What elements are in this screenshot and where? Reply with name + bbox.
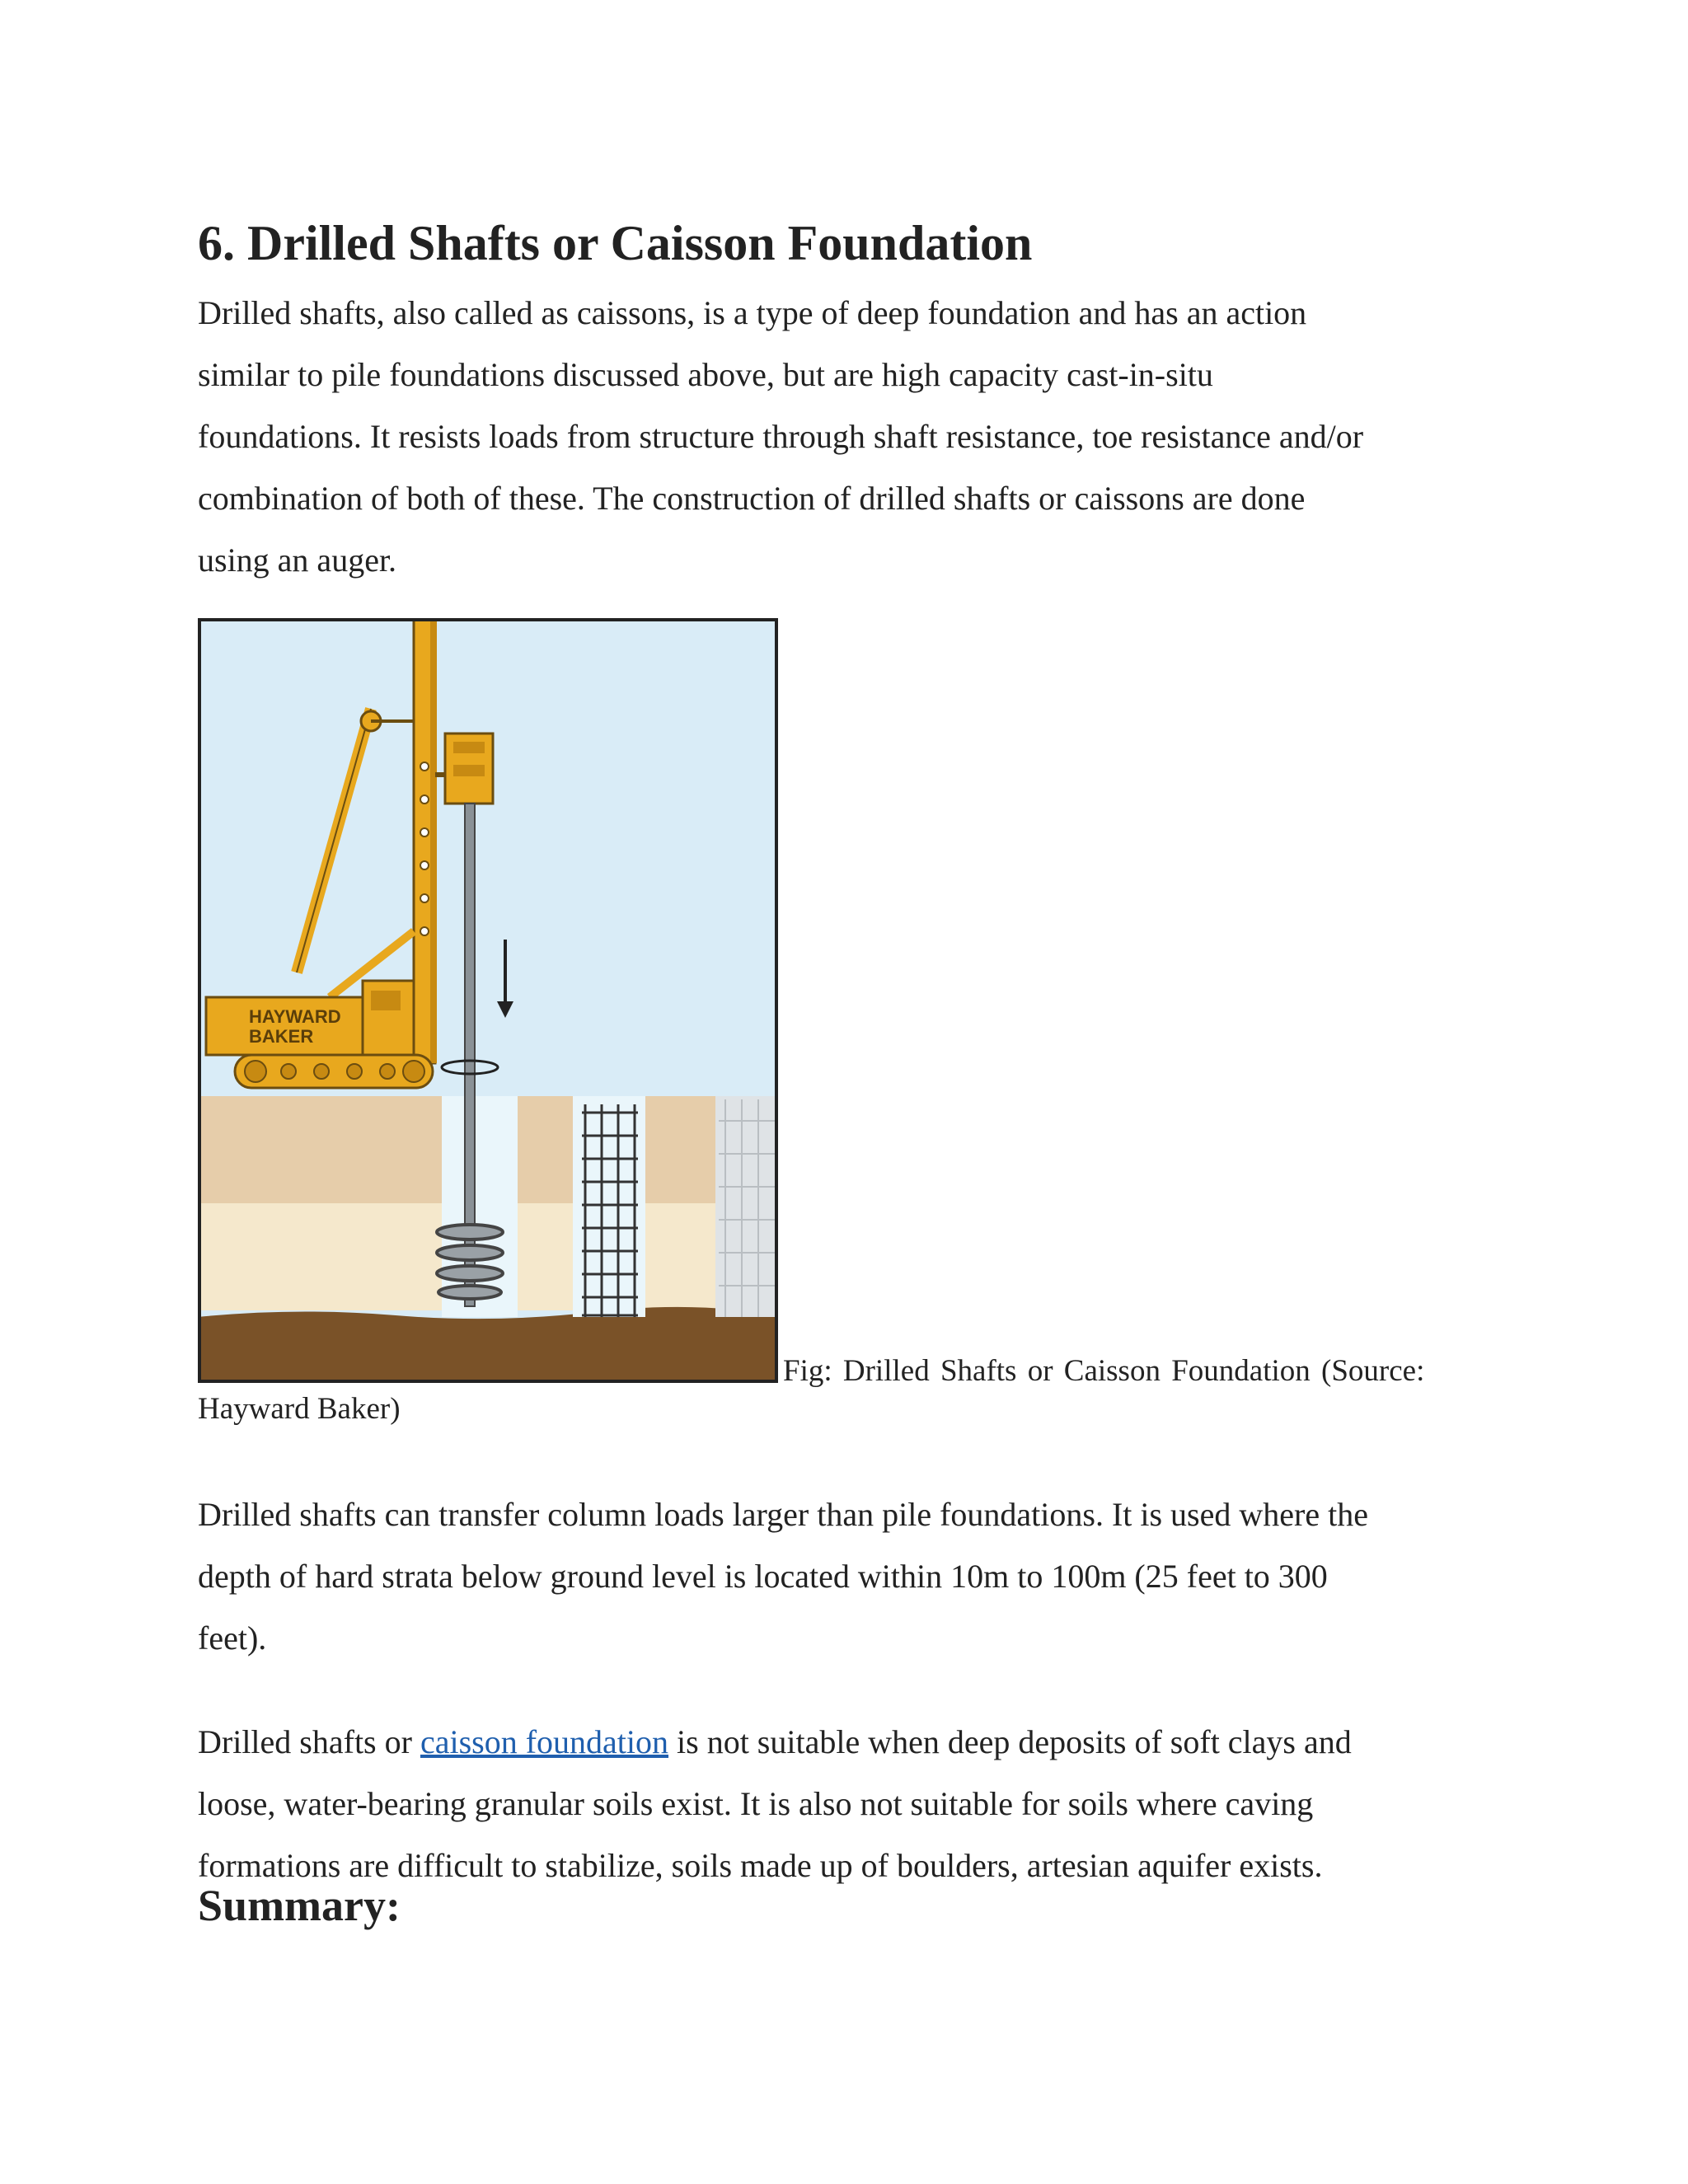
- text-line: loose, water-bearing granular soils exist. It is also not suitable for soils where caving: [198, 1785, 1314, 1822]
- rig-mast-rail: [430, 618, 437, 1063]
- suitability-paragraph: [198, 1711, 1484, 1896]
- brand-label: HAYWARD: [249, 1006, 341, 1027]
- section-heading: 6. Drilled Shafts or Caisson Foundation: [198, 216, 1033, 270]
- load-transfer-paragraph: [198, 1483, 1484, 1669]
- text-line: formations are difficult to stabilize, soils made up of boulders, artesian aquifer exists.: [198, 1847, 1323, 1884]
- caisson-foundation-link[interactable]: caisson foundation: [420, 1723, 669, 1760]
- text-line: foundations. It resists loads from structure through shaft resistance, toe resistance and/or: [198, 418, 1364, 455]
- intro-paragraph: [198, 282, 1484, 591]
- text-line: [198, 1711, 1484, 1773]
- text-line: similar to pile foundations discussed above, but are high capacity cast-in-situ: [198, 356, 1213, 393]
- text-line: depth of hard strata below ground level is located within 10m to 100m (25 feet to 300: [198, 1558, 1328, 1595]
- text-line: Drilled shafts can transfer column loads larger than pile foundations. It is used where the: [198, 1496, 1368, 1533]
- figure-caption-continued: Hayward Baker): [198, 1392, 401, 1426]
- summary-heading: Summary:: [198, 1881, 401, 1930]
- text-line: Drilled shafts, also called as caissons, is a type of deep foundation and has an action: [198, 294, 1307, 331]
- text-fragment: Drilled shafts or: [198, 1723, 420, 1760]
- figure-caption: Fig: Drilled Shafts or Caisson Foundation (Source:: [783, 1354, 1425, 1388]
- brand-label: BAKER: [249, 1026, 314, 1047]
- text-fragment: is not suitable when deep deposits of soft clays and: [668, 1723, 1352, 1760]
- text-line: using an auger.: [198, 541, 397, 579]
- text-line: feet).: [198, 1619, 267, 1657]
- text-line: combination of both of these. The construction of drilled shafts or caissons are done: [198, 480, 1306, 517]
- drilled-shaft-figure: [198, 618, 778, 1383]
- drilling-rig-illustration: [198, 618, 778, 1383]
- borehole-open: [442, 1096, 518, 1317]
